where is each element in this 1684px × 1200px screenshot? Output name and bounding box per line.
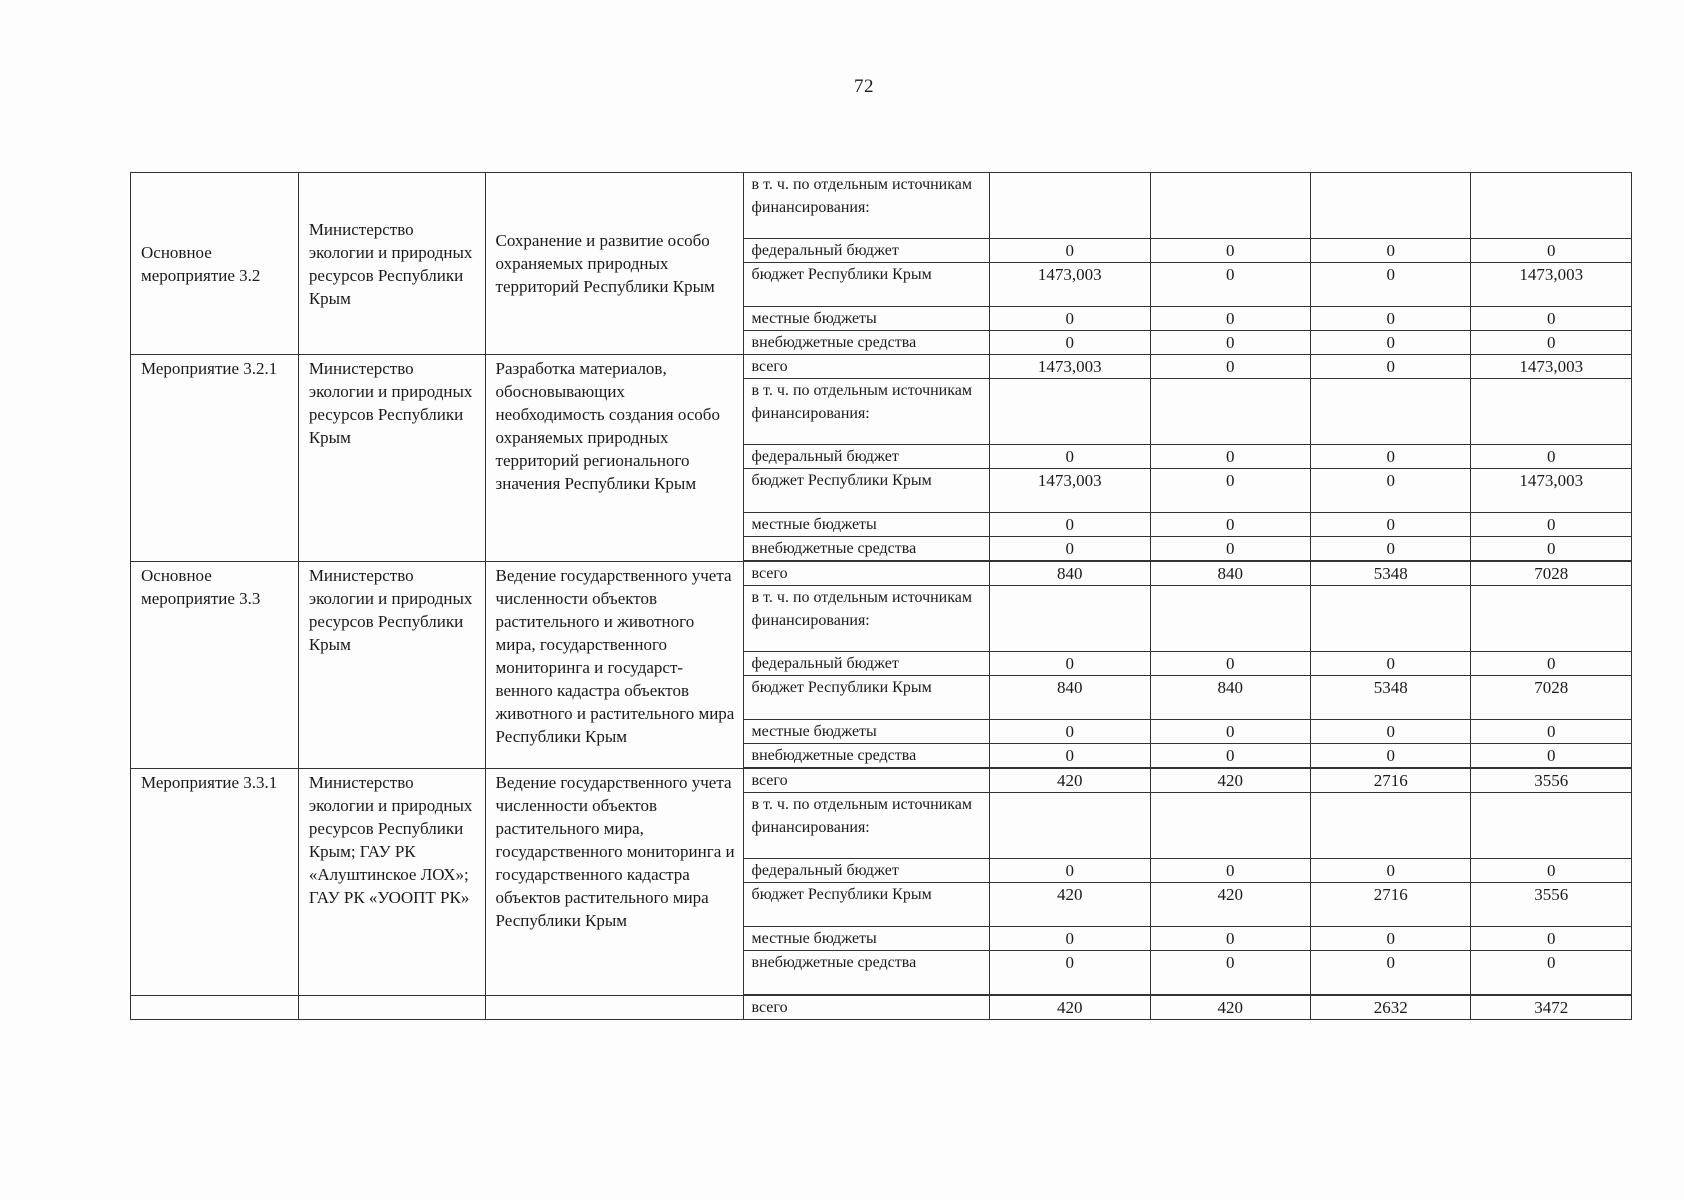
value-cell: 1473,003: [1471, 355, 1632, 379]
measure-id-cell: Мероприятие 3.3.1: [131, 769, 299, 996]
page-number: 72: [854, 76, 874, 97]
value-cell: 7028: [1471, 676, 1632, 720]
measure-id-cell: Мероприятие 3.2.1: [131, 355, 299, 562]
value-cell: 0: [1471, 537, 1632, 561]
value-cell: 0: [1471, 513, 1632, 537]
value-cell: 840: [990, 676, 1150, 720]
value-cell: 0: [1310, 513, 1470, 537]
executor-cell: Министерство экологии и природных ресурсов Республики Крым: [298, 173, 485, 355]
value-cell: 0: [1310, 927, 1470, 951]
value-cell: 420: [1150, 883, 1310, 927]
value-cell: [1310, 586, 1470, 652]
value-cell: 1473,003: [990, 263, 1150, 307]
measure-name-cell: Сохранение и развитие особо охраняемых природных территорий Республики Крым: [485, 173, 743, 355]
value-cell: 0: [1471, 445, 1632, 469]
source-label-total: всего: [743, 355, 989, 379]
executor-cell: Министерство экологии и природных ресурсов Республики Крым: [298, 355, 485, 562]
value-cell: 1473,003: [1471, 263, 1632, 307]
value-cell: [990, 173, 1150, 239]
value-cell: 0: [1310, 859, 1470, 883]
value-cell: 0: [1471, 307, 1632, 331]
value-cell: 840: [990, 562, 1150, 586]
empty-cell: [131, 996, 299, 1020]
value-cell: 0: [1471, 951, 1632, 995]
value-cell: 0: [990, 445, 1150, 469]
empty-cell: [298, 996, 485, 1020]
source-label-local: местные бюджеты: [743, 927, 989, 951]
measure-id-cell: Основное мероприятие 3.2: [131, 173, 299, 355]
value-cell: 0: [1310, 445, 1470, 469]
value-cell: 3472: [1471, 996, 1632, 1020]
source-label-total: всего: [743, 996, 989, 1020]
value-cell: [1150, 173, 1310, 239]
source-label-federal: федеральный бюджет: [743, 652, 989, 676]
value-cell: 0: [1150, 445, 1310, 469]
source-label-extra: внебюджетные средства: [743, 744, 989, 768]
measure-name-cell: Ведение государственного учета численности объектов растительного и животного мира, государственного мониторинга и государст-венного кадастра объектов животного и растительного мира Республики Крым: [485, 562, 743, 769]
value-cell: 0: [990, 307, 1150, 331]
value-cell: 0: [990, 720, 1150, 744]
value-cell: 420: [990, 996, 1150, 1020]
value-cell: 840: [1150, 562, 1310, 586]
value-cell: 0: [1471, 239, 1632, 263]
value-cell: 0: [990, 513, 1150, 537]
value-cell: 0: [1150, 307, 1310, 331]
value-cell: 0: [1150, 469, 1310, 513]
value-cell: 0: [1471, 859, 1632, 883]
empty-cell: [485, 996, 743, 1020]
value-cell: 840: [1150, 676, 1310, 720]
source-label-incl: в т. ч. по отдельным источникам финансирования:: [743, 173, 989, 239]
value-cell: 420: [1150, 769, 1310, 793]
value-cell: 7028: [1471, 562, 1632, 586]
source-label-extra: внебюджетные средства: [743, 537, 989, 561]
source-label-local: местные бюджеты: [743, 307, 989, 331]
value-cell: 5348: [1310, 676, 1470, 720]
value-cell: 0: [1471, 720, 1632, 744]
value-cell: 0: [1150, 859, 1310, 883]
source-label-extra: внебюджетные средства: [743, 951, 989, 995]
source-label-incl: в т. ч. по отдельным источникам финансирования:: [743, 793, 989, 859]
value-cell: [1310, 173, 1470, 239]
value-cell: 0: [990, 744, 1150, 768]
source-label-crimea: бюджет Республики Крым: [743, 676, 989, 720]
value-cell: [990, 586, 1150, 652]
source-label-local: местные бюджеты: [743, 513, 989, 537]
executor-cell: Министерство экологии и природных ресурсов Республики Крым; ГАУ РК «Алуштинское ЛОХ»; ГАУ РК «УООПТ РК»: [298, 769, 485, 996]
value-cell: 0: [1310, 744, 1470, 768]
source-label-extra: внебюджетные средства: [743, 331, 989, 355]
value-cell: 0: [1150, 331, 1310, 355]
value-cell: 0: [990, 951, 1150, 995]
value-cell: 1473,003: [990, 355, 1150, 379]
value-cell: [1150, 793, 1310, 859]
value-cell: 3556: [1471, 769, 1632, 793]
value-cell: 0: [1310, 307, 1470, 331]
value-cell: 0: [990, 331, 1150, 355]
value-cell: [1471, 173, 1632, 239]
value-cell: 0: [990, 537, 1150, 561]
value-cell: 0: [1310, 263, 1470, 307]
value-cell: 1473,003: [1471, 469, 1632, 513]
value-cell: 420: [990, 769, 1150, 793]
value-cell: 0: [1471, 331, 1632, 355]
value-cell: 0: [1150, 263, 1310, 307]
value-cell: 2716: [1310, 883, 1470, 927]
value-cell: 0: [1471, 744, 1632, 768]
value-cell: 420: [1150, 996, 1310, 1020]
value-cell: 0: [1310, 469, 1470, 513]
value-cell: [1471, 379, 1632, 445]
value-cell: 2716: [1310, 769, 1470, 793]
value-cell: [1150, 586, 1310, 652]
source-label-federal: федеральный бюджет: [743, 239, 989, 263]
value-cell: [1471, 586, 1632, 652]
value-cell: 0: [1150, 951, 1310, 995]
source-label-local: местные бюджеты: [743, 720, 989, 744]
value-cell: [1471, 793, 1632, 859]
value-cell: 0: [1310, 331, 1470, 355]
source-label-incl: в т. ч. по отдельным источникам финансирования:: [743, 379, 989, 445]
measure-name-cell: Ведение государственного учета численности объектов растительного мира, государственного мониторинга и государственного кадастра объектов растительного мира Республики Крым: [485, 769, 743, 996]
source-label-incl: в т. ч. по отдельным источникам финансирования:: [743, 586, 989, 652]
source-label-crimea: бюджет Республики Крым: [743, 883, 989, 927]
value-cell: 0: [1150, 720, 1310, 744]
value-cell: 0: [1150, 239, 1310, 263]
value-cell: 0: [1150, 355, 1310, 379]
table-row: [131, 355, 1632, 379]
executor-cell: Министерство экологии и природных ресурсов Республики Крым: [298, 562, 485, 769]
value-cell: [990, 793, 1150, 859]
value-cell: [1310, 793, 1470, 859]
table-row: [131, 173, 1632, 239]
value-cell: 0: [1310, 720, 1470, 744]
source-label-federal: федеральный бюджет: [743, 445, 989, 469]
value-cell: 420: [990, 883, 1150, 927]
source-label-crimea: бюджет Республики Крым: [743, 469, 989, 513]
value-cell: [1150, 379, 1310, 445]
value-cell: 0: [1150, 744, 1310, 768]
source-label-total: всего: [743, 769, 989, 793]
value-cell: 0: [990, 652, 1150, 676]
value-cell: 0: [1310, 652, 1470, 676]
value-cell: 0: [1150, 513, 1310, 537]
value-cell: 0: [1150, 652, 1310, 676]
value-cell: 0: [1310, 355, 1470, 379]
value-cell: 0: [1310, 239, 1470, 263]
value-cell: 3556: [1471, 883, 1632, 927]
value-cell: 0: [1310, 951, 1470, 995]
value-cell: 2632: [1310, 996, 1470, 1020]
table-row: [131, 562, 1632, 586]
value-cell: 0: [1471, 927, 1632, 951]
value-cell: 1473,003: [990, 469, 1150, 513]
measure-name-cell: Разработка материалов, обосновывающих необходимость создания особо охраняемых природных территорий регионального значения Республики Крым: [485, 355, 743, 562]
source-label-crimea: бюджет Республики Крым: [743, 263, 989, 307]
financing-table: [130, 172, 1632, 1020]
source-label-federal: федеральный бюджет: [743, 859, 989, 883]
value-cell: [1310, 379, 1470, 445]
value-cell: 0: [1471, 652, 1632, 676]
value-cell: 0: [990, 927, 1150, 951]
table-row: [131, 769, 1632, 793]
value-cell: [990, 379, 1150, 445]
value-cell: 0: [990, 239, 1150, 263]
value-cell: 0: [1150, 927, 1310, 951]
value-cell: 0: [990, 859, 1150, 883]
value-cell: 0: [1150, 537, 1310, 561]
value-cell: 0: [1310, 537, 1470, 561]
measure-id-cell: Основное мероприятие 3.3: [131, 562, 299, 769]
value-cell: 5348: [1310, 562, 1470, 586]
table-row-total: [131, 996, 1632, 1020]
source-label-total: всего: [743, 562, 989, 586]
